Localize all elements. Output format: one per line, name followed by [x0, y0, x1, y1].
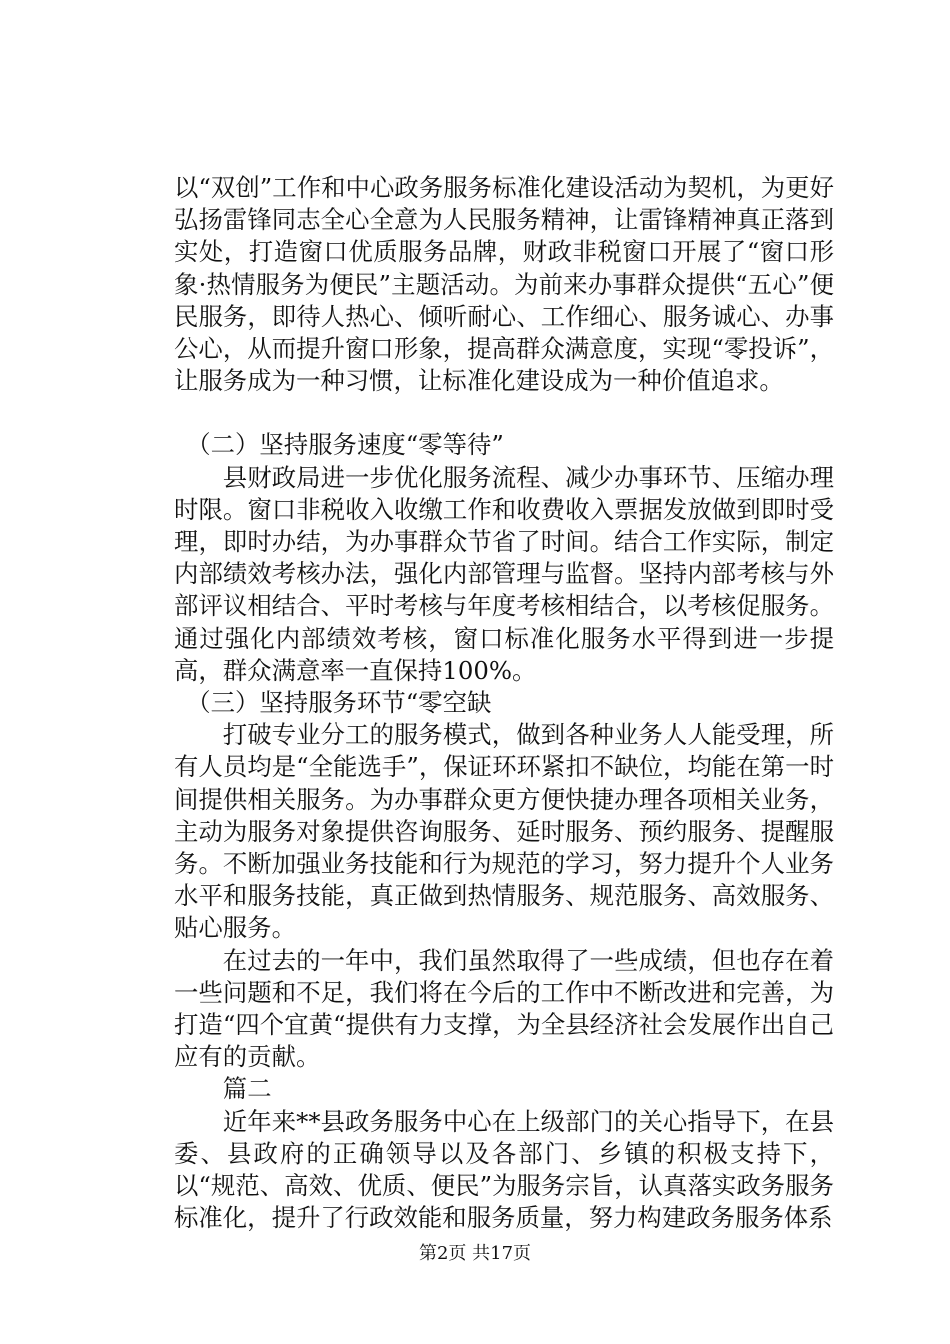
section-heading-2: （二）坚持服务速度“零等待” — [186, 430, 504, 460]
paragraph-intro: 以“双创”工作和中心政务服务标准化建设活动为契机，为更好弘扬雷锋同志全心全意为人民服务精神，让雷锋精神真正落到实处，打造窗口优质服务品牌，财政非税窗口开展了“窗口形象·热情服务为便民”主题活动。为前来办事群众提供“五心”便民服务，即待人热心、倾听耐心、工作细心、服务诚心、办事公心，从而提升窗口形象，提高群众满意度，实现“零投诉”，让服务成为一种习惯，让标准化建设成为一种价值追求。 — [174, 173, 834, 396]
section-heading-part-two: 篇二 — [222, 1074, 272, 1104]
paragraph-part-two: 近年来**县政务服务中心在上级部门的关心指导下，在县委、县政府的正确领导以及各部门、乡镇的积极支持下，以“规范、高效、优质、便民”为服务宗旨，认真落实政务服务标准化，提升了行政效能和服务质量，努力构建政务服务体系 — [174, 1106, 834, 1233]
document-body — [174, 172, 834, 1235]
paragraph-section-2: 县财政局进一步优化服务流程、减少办事环节、压缩办理时限。窗口非税收入收缴工作和收费收入票据发放做到即时受理，即时办结，为办事群众节省了时间。结合工作实际，制定内部绩效考核办法，强化内部管理与监督。坚持内部考核与外部评议相结合、平时考核与年度考核相结合，以考核促服务。通过强化内部绩效考核，窗口标准化服务水平得到进一步提高，群众满意率一直保持100%。 — [174, 462, 834, 685]
paragraph-section-3: 打破专业分工的服务模式，做到各种业务人人能受理，所有人员均是“全能选手”，保证环环紧扣不缺位，均能在第一时间提供相关服务。为办事群众更方便快捷办理各项相关业务，主动为服务对象提供咨询服务、延时服务、预约服务、提醒服务。不断加强业务技能和行为规范的学习，努力提升个人业务水平和服务技能，真正做到热情服务、规范服务、高效服务、贴心服务。 — [174, 720, 834, 943]
page-number-footer: 第2页 共17页 — [418, 1243, 532, 1264]
section-heading-3: （三）坚持服务环节“零空缺 — [186, 688, 492, 718]
paragraph-conclusion: 在过去的一年中，我们虽然取得了一些成绩，但也存在着一些问题和不足，我们将在今后的工作中不断改进和完善，为打造“四个宜黄“提供有力支撑，为全县经济社会发展作出自己应有的贡献。 — [174, 945, 834, 1072]
